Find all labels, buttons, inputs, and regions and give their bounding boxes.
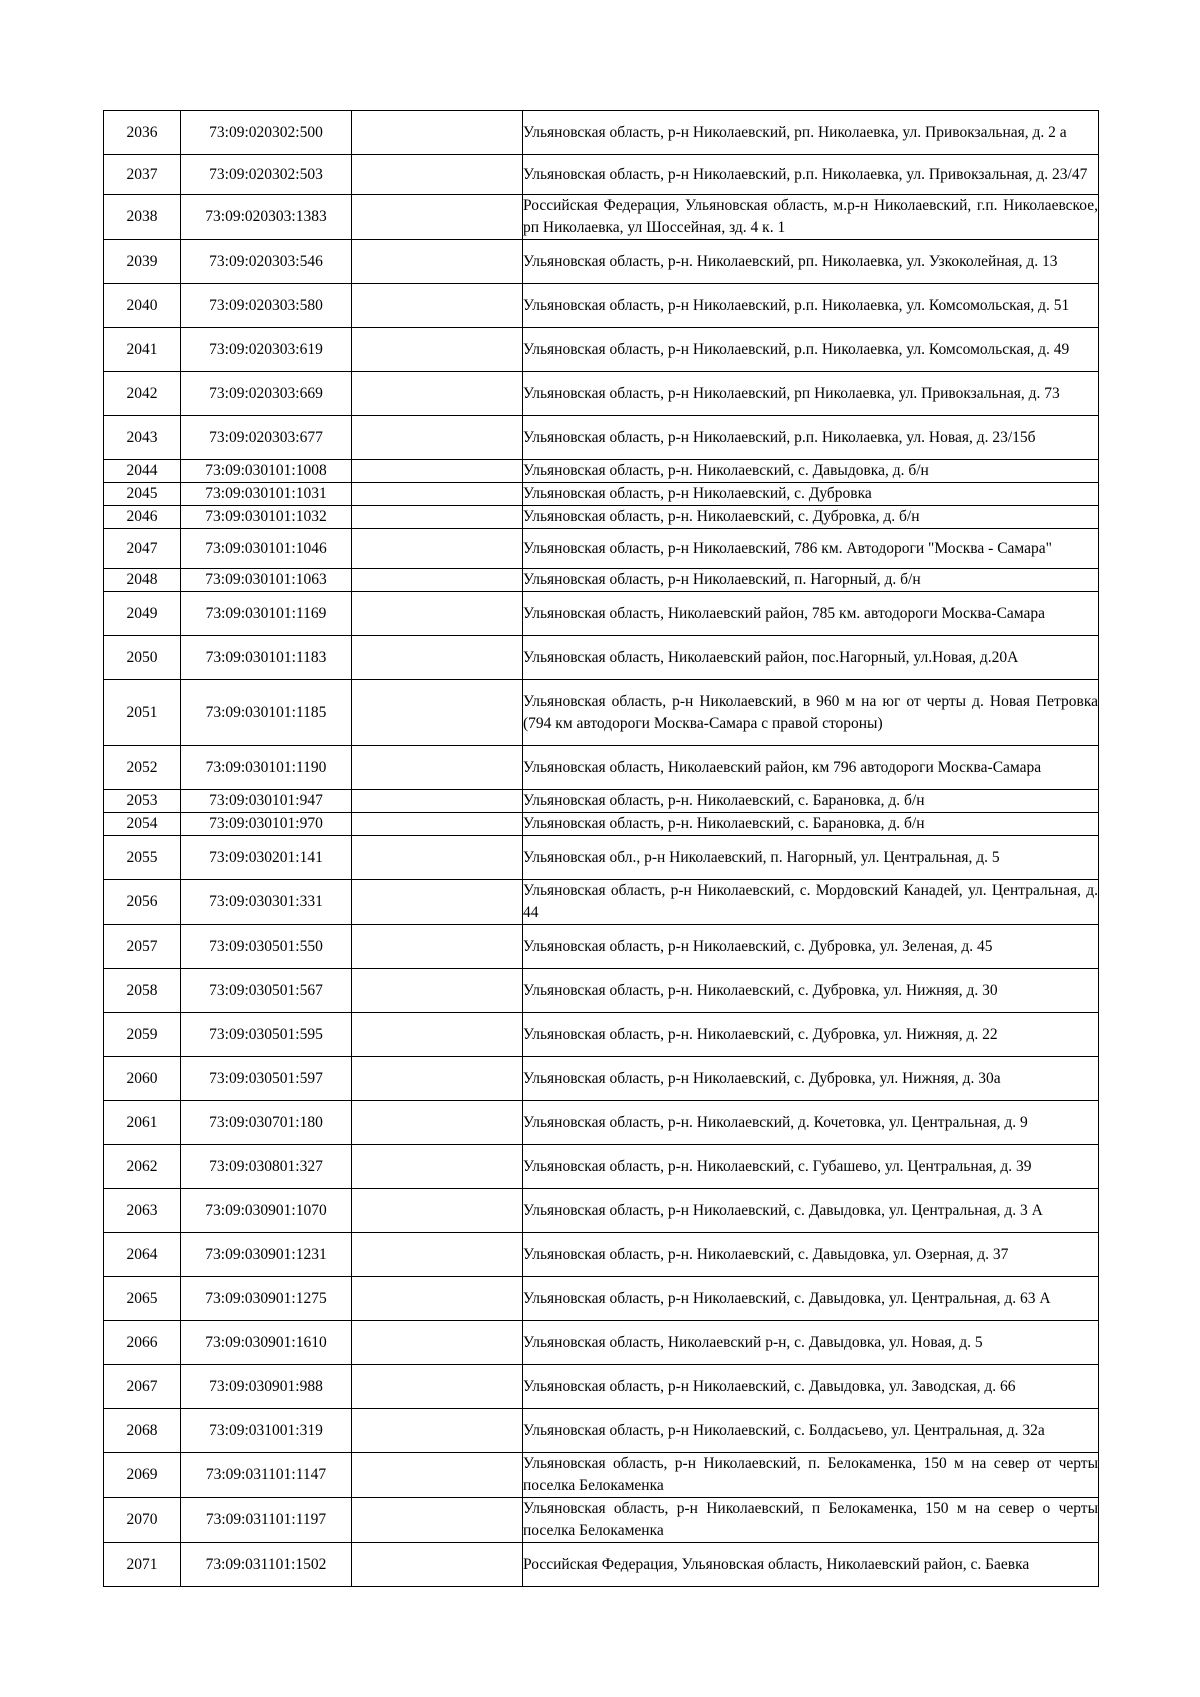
table-row: [104, 372, 1099, 416]
table-row: [104, 1498, 1099, 1543]
row-number: 2070: [104, 1498, 181, 1543]
empty-cell: [352, 284, 523, 328]
empty-cell: [352, 1543, 523, 1587]
cadastral-number: 73:09:030101:1190: [181, 746, 352, 790]
row-number: 2053: [104, 790, 181, 813]
cadastral-number: 73:09:020302:503: [181, 155, 352, 195]
table-row: [104, 506, 1099, 529]
empty-cell: [352, 746, 523, 790]
empty-cell: [352, 460, 523, 483]
empty-cell: [352, 1189, 523, 1233]
cadastral-number: 73:09:030201:141: [181, 836, 352, 880]
address-cell: Ульяновская область, Николаевский район, 785 км. автодороги Москва-Самара: [523, 592, 1099, 636]
row-number: 2051: [104, 680, 181, 746]
empty-cell: [352, 569, 523, 592]
row-number: 2052: [104, 746, 181, 790]
empty-cell: [352, 328, 523, 372]
cadastral-number: 73:09:031101:1197: [181, 1498, 352, 1543]
table-row: [104, 1145, 1099, 1189]
table-row: [104, 529, 1099, 569]
cadastral-number: 73:09:020303:546: [181, 240, 352, 284]
row-number: 2054: [104, 813, 181, 836]
address-cell: Ульяновская область, р-н Николаевский, с. Болдасьево, ул. Центральная, д. 32а: [523, 1409, 1099, 1453]
address-cell: Ульяновская область, р-н Николаевский, в 960 м на юг от черты д. Новая Петровка (794 км автодороги Москва-Самара с правой стороны): [523, 680, 1099, 746]
cadastral-number: 73:09:030101:1032: [181, 506, 352, 529]
cadastral-number: 73:09:031101:1147: [181, 1453, 352, 1498]
row-number: 2068: [104, 1409, 181, 1453]
cadastral-number: 73:09:030101:1031: [181, 483, 352, 506]
address-cell: Ульяновская область, р-н Николаевский, п. Белокаменка, 150 м на север от черты поселка Белокаменка: [523, 1453, 1099, 1498]
empty-cell: [352, 680, 523, 746]
row-number: 2048: [104, 569, 181, 592]
empty-cell: [352, 372, 523, 416]
table-row: [104, 1365, 1099, 1409]
cadastral-number: 73:09:030701:180: [181, 1101, 352, 1145]
address-cell: Ульяновская область, р-н Николаевский, с. Давыдовка, ул. Центральная, д. 3 А: [523, 1189, 1099, 1233]
address-cell: Ульяновская область, р-н Николаевский, с. Дубровка: [523, 483, 1099, 506]
table-row: [104, 240, 1099, 284]
cadastral-number: 73:09:030501:567: [181, 969, 352, 1013]
empty-cell: [352, 416, 523, 460]
row-number: 2044: [104, 460, 181, 483]
table-row: [104, 592, 1099, 636]
cadastral-number: 73:09:030501:597: [181, 1057, 352, 1101]
address-cell: Ульяновская область, р-н. Николаевский, с. Давыдовка, ул. Озерная, д. 37: [523, 1233, 1099, 1277]
row-number: 2057: [104, 925, 181, 969]
cadastral-number: 73:09:030101:1008: [181, 460, 352, 483]
empty-cell: [352, 111, 523, 155]
address-cell: Ульяновская область, р-н. Николаевский, с. Дубровка, д. б/н: [523, 506, 1099, 529]
row-number: 2055: [104, 836, 181, 880]
row-number: 2064: [104, 1233, 181, 1277]
empty-cell: [352, 592, 523, 636]
row-number: 2045: [104, 483, 181, 506]
table-row: [104, 1057, 1099, 1101]
row-number: 2058: [104, 969, 181, 1013]
cadastral-number: 73:09:030901:1231: [181, 1233, 352, 1277]
address-cell: Ульяновская область, р-н Николаевский, р.п. Николаевка, ул. Комсомольская, д. 51: [523, 284, 1099, 328]
address-cell: Ульяновская обл., р-н Николаевский, п. Нагорный, ул. Центральная, д. 5: [523, 836, 1099, 880]
cadastral-number: 73:09:031001:319: [181, 1409, 352, 1453]
table-row: [104, 880, 1099, 925]
empty-cell: [352, 483, 523, 506]
address-cell: Ульяновская область, р-н. Николаевский, с. Губашево, ул. Центральная, д. 39: [523, 1145, 1099, 1189]
empty-cell: [352, 813, 523, 836]
table-row: [104, 1277, 1099, 1321]
table-row: [104, 836, 1099, 880]
table-row: [104, 680, 1099, 746]
row-number: 2063: [104, 1189, 181, 1233]
table-row: [104, 746, 1099, 790]
row-number: 2041: [104, 328, 181, 372]
table-row: [104, 195, 1099, 240]
row-number: 2069: [104, 1453, 181, 1498]
address-cell: Ульяновская область, р-н. Николаевский, с. Дубровка, ул. Нижняя, д. 30: [523, 969, 1099, 1013]
address-cell: Ульяновская область, р-н Николаевский, с. Давыдовка, ул. Заводская, д. 66: [523, 1365, 1099, 1409]
cadastral-number: 73:09:020303:669: [181, 372, 352, 416]
table-row: [104, 1409, 1099, 1453]
cadastral-number: 73:09:030501:595: [181, 1013, 352, 1057]
empty-cell: [352, 1233, 523, 1277]
row-number: 2038: [104, 195, 181, 240]
row-number: 2061: [104, 1101, 181, 1145]
cadastral-number: 73:09:030101:1046: [181, 529, 352, 569]
empty-cell: [352, 240, 523, 284]
row-number: 2040: [104, 284, 181, 328]
table-row: [104, 1233, 1099, 1277]
address-cell: Ульяновская область, р-н Николаевский, п Белокаменка, 150 м на север о черты поселка Белокаменка: [523, 1498, 1099, 1543]
table-row: [104, 813, 1099, 836]
table-row: [104, 1013, 1099, 1057]
address-cell: Ульяновская область, Николаевский район, км 796 автодороги Москва-Самара: [523, 746, 1099, 790]
cadastral-number: 73:09:030501:550: [181, 925, 352, 969]
row-number: 2049: [104, 592, 181, 636]
empty-cell: [352, 506, 523, 529]
cadastral-number: 73:09:030801:327: [181, 1145, 352, 1189]
cadastral-number: 73:09:031101:1502: [181, 1543, 352, 1587]
empty-cell: [352, 1057, 523, 1101]
empty-cell: [352, 1013, 523, 1057]
address-cell: Ульяновская область, р-н Николаевский, с. Дубровка, ул. Зеленая, д. 45: [523, 925, 1099, 969]
cadastral-number: 73:09:030101:1185: [181, 680, 352, 746]
empty-cell: [352, 1409, 523, 1453]
empty-cell: [352, 529, 523, 569]
cadastral-number: 73:09:020303:1383: [181, 195, 352, 240]
table-row: [104, 1453, 1099, 1498]
table-row: [104, 483, 1099, 506]
row-number: 2067: [104, 1365, 181, 1409]
empty-cell: [352, 155, 523, 195]
cadastral-number: 73:09:020303:677: [181, 416, 352, 460]
table-row: [104, 636, 1099, 680]
row-number: 2037: [104, 155, 181, 195]
address-cell: Ульяновская область, р-н. Николаевский, д. Кочетовка, ул. Центральная, д. 9: [523, 1101, 1099, 1145]
cadastral-number: 73:09:030101:1183: [181, 636, 352, 680]
address-cell: Ульяновская область, р-н. Николаевский, с. Барановка, д. б/н: [523, 813, 1099, 836]
row-number: 2066: [104, 1321, 181, 1365]
address-cell: Ульяновская область, р-н. Николаевский, с. Дубровка, ул. Нижняя, д. 22: [523, 1013, 1099, 1057]
table-row: [104, 155, 1099, 195]
empty-cell: [352, 790, 523, 813]
address-cell: Ульяновская область, р-н Николаевский, с. Мордовский Канадей, ул. Центральная, д. 44: [523, 880, 1099, 925]
row-number: 2050: [104, 636, 181, 680]
address-cell: Российская Федерация, Ульяновская область, м.р-н Николаевский, г.п. Николаевское, рп Николаевка, ул Шоссейная, зд. 4 к. 1: [523, 195, 1099, 240]
empty-cell: [352, 880, 523, 925]
row-number: 2059: [104, 1013, 181, 1057]
cadastral-number: 73:09:030301:331: [181, 880, 352, 925]
address-cell: Ульяновская область, р-н. Николаевский, с. Барановка, д. б/н: [523, 790, 1099, 813]
table-row: [104, 284, 1099, 328]
table-row: [104, 1189, 1099, 1233]
empty-cell: [352, 195, 523, 240]
row-number: 2060: [104, 1057, 181, 1101]
cadastral-number: 73:09:030901:1070: [181, 1189, 352, 1233]
empty-cell: [352, 925, 523, 969]
table-row: [104, 460, 1099, 483]
row-number: 2042: [104, 372, 181, 416]
cadastral-number: 73:09:030101:1063: [181, 569, 352, 592]
empty-cell: [352, 1321, 523, 1365]
row-number: 2036: [104, 111, 181, 155]
table-row: [104, 790, 1099, 813]
address-cell: Ульяновская область, р-н Николаевский, р.п. Николаевка, ул. Комсомольская, д. 49: [523, 328, 1099, 372]
cadastral-number: 73:09:030901:988: [181, 1365, 352, 1409]
row-number: 2043: [104, 416, 181, 460]
address-cell: Ульяновская область, Николаевский р-н, с. Давыдовка, ул. Новая, д. 5: [523, 1321, 1099, 1365]
table-row: [104, 1101, 1099, 1145]
address-cell: Ульяновская область, р-н Николаевский, 786 км. Автодороги "Москва - Самара": [523, 529, 1099, 569]
address-cell: Ульяновская область, р-н. Николаевский, рп. Николаевка, ул. Узкоколейная, д. 13: [523, 240, 1099, 284]
cadastral-number: 73:09:030901:1610: [181, 1321, 352, 1365]
empty-cell: [352, 636, 523, 680]
empty-cell: [352, 1277, 523, 1321]
row-number: 2039: [104, 240, 181, 284]
empty-cell: [352, 1145, 523, 1189]
address-cell: Ульяновская область, р-н Николаевский, рп Николаевка, ул. Привокзальная, д. 73: [523, 372, 1099, 416]
table-row: [104, 969, 1099, 1013]
cadastral-number: 73:09:020303:580: [181, 284, 352, 328]
table-row: [104, 569, 1099, 592]
row-number: 2065: [104, 1277, 181, 1321]
table-row: [104, 925, 1099, 969]
address-cell: Ульяновская область, Николаевский район, пос.Нагорный, ул.Новая, д.20А: [523, 636, 1099, 680]
table-row: [104, 1543, 1099, 1587]
row-number: 2047: [104, 529, 181, 569]
empty-cell: [352, 1365, 523, 1409]
empty-cell: [352, 836, 523, 880]
table-row: [104, 416, 1099, 460]
empty-cell: [352, 969, 523, 1013]
address-cell: Ульяновская область, р-н Николаевский, с. Давыдовка, ул. Центральная, д. 63 А: [523, 1277, 1099, 1321]
cadastral-number: 73:09:020303:619: [181, 328, 352, 372]
cadastral-number: 73:09:030901:1275: [181, 1277, 352, 1321]
table-row: [104, 111, 1099, 155]
address-cell: Российская Федерация, Ульяновская область, Николаевский район, с. Баевка: [523, 1543, 1099, 1587]
table-row: [104, 328, 1099, 372]
empty-cell: [352, 1453, 523, 1498]
registry-table: [103, 110, 1099, 1587]
cadastral-number: 73:09:020302:500: [181, 111, 352, 155]
cadastral-number: 73:09:030101:947: [181, 790, 352, 813]
row-number: 2056: [104, 880, 181, 925]
row-number: 2071: [104, 1543, 181, 1587]
address-cell: Ульяновская область, р-н Николаевский, рп. Николаевка, ул. Привокзальная, д. 2 а: [523, 111, 1099, 155]
address-cell: Ульяновская область, р-н Николаевский, р.п. Николаевка, ул. Новая, д. 23/15б: [523, 416, 1099, 460]
address-cell: Ульяновская область, р-н Николаевский, п. Нагорный, д. б/н: [523, 569, 1099, 592]
address-cell: Ульяновская область, р-н Николаевский, с. Дубровка, ул. Нижняя, д. 30а: [523, 1057, 1099, 1101]
cadastral-number: 73:09:030101:1169: [181, 592, 352, 636]
address-cell: Ульяновская область, р-н. Николаевский, с. Давыдовка, д. б/н: [523, 460, 1099, 483]
row-number: 2062: [104, 1145, 181, 1189]
empty-cell: [352, 1101, 523, 1145]
row-number: 2046: [104, 506, 181, 529]
address-cell: Ульяновская область, р-н Николаевский, р.п. Николаевка, ул. Привокзальная, д. 23/47: [523, 155, 1099, 195]
registry-table-body: [104, 111, 1099, 1587]
cadastral-number: 73:09:030101:970: [181, 813, 352, 836]
table-row: [104, 1321, 1099, 1365]
empty-cell: [352, 1498, 523, 1543]
